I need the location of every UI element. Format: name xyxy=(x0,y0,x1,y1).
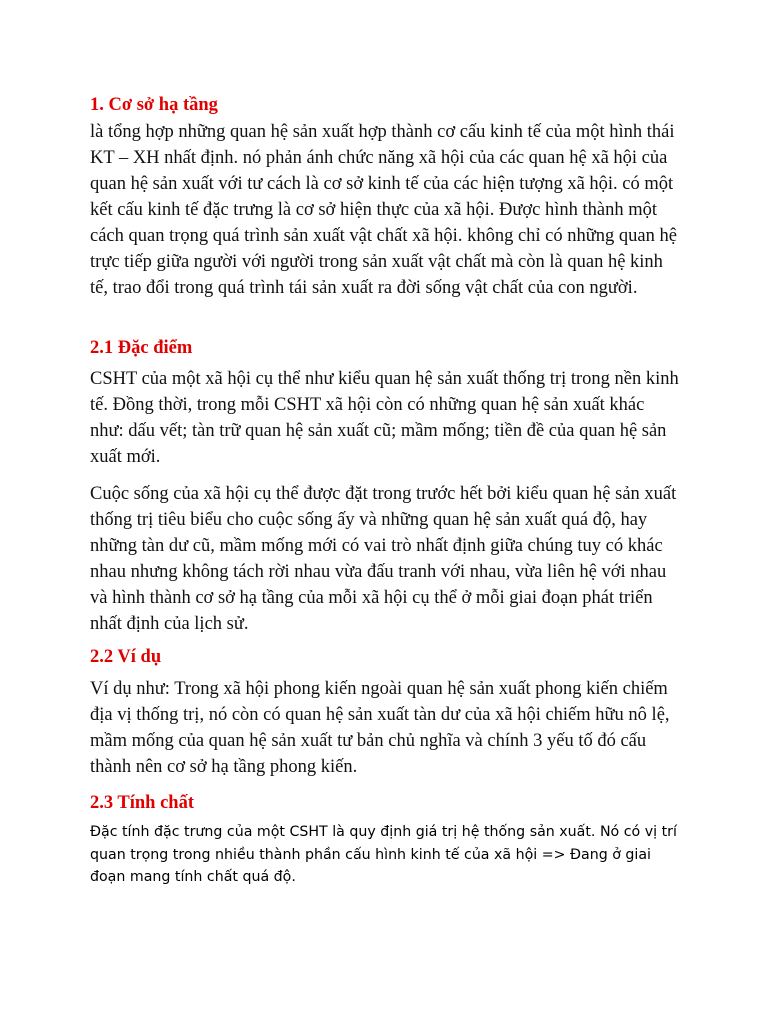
paragraph-co-so-ha-tang: là tổng hợp những quan hệ sản xuất hợp thành cơ cấu kinh tế của một hình thái KT – XH nhất định. nó phản ánh chức năng xã hội của các quan hệ xã hội của quan hệ sản xuất với tư cách là cơ sở kinh tế của các hiện tượng xã hội. có một kết cấu kinh tế đặc trưng là cơ sở hiện thực của xã hội. Được hình thành một cách quan trọng quá trình sản xuất vật chất xã hội. không chỉ có những quan hệ trực tiếp giữa người với người trong sản xuất vật chất mà còn là quan hệ kinh tế, trao đổi trong quá trình tái sản xuất ra đời sống vật chất của con người. xyxy=(90,122,677,298)
section-heading-co-so-ha-tang: 1. Cơ sở hạ tầng xyxy=(90,95,218,115)
section-heading-vi-du: 2.2 Ví dụ xyxy=(90,647,162,667)
paragraph-vi-du: Ví dụ như: Trong xã hội phong kiến ngoài quan hệ sản xuất phong kiến chiếm địa vị thống trị, nó còn có quan hệ sản xuất tàn dư của xã hội chiếm hữu nô lệ, mầm mống của quan hệ sản xuất tư bản chủ nghĩa và chính 3 yếu tố đó cấu thành nên cơ sở hạ tầng phong kiến. xyxy=(90,679,670,777)
section-heading-tinh-chat: 2.3 Tính chất xyxy=(90,793,195,813)
paragraph-dac-diem-1: CSHT của một xã hội cụ thể như kiểu quan hệ sản xuất thống trị trong nền kinh tế. Đồng thời, trong mỗi CSHT xã hội còn có những quan hệ sản xuất khác như: dấu vết; tàn trữ quan hệ sản xuất cũ; mầm mống; tiền đề của quan hệ sản xuất mới. xyxy=(90,369,679,467)
section-heading-dac-diem: 2.1 Đặc điểm xyxy=(90,338,193,358)
paragraph-dac-diem-2: Cuộc sống của xã hội cụ thể được đặt trong trước hết bởi kiểu quan hệ sản xuất thống trị tiêu biểu cho cuộc sống ấy và những quan hệ sản xuất quá độ, hay những tàn dư cũ, mầm mống mới có vai trò nhất định giữa chúng tuy có khác nhau nhưng không tách rời nhau vừa đấu tranh với nhau, vừa liên hệ với nhau và hình thành cơ sở hạ tầng của mỗi xã hội cụ thể ở mỗi giai đoạn phát triển nhất định của lịch sử. xyxy=(90,484,677,634)
paragraph-tinh-chat: Đặc tính đặc trưng của một CSHT là quy định giá trị hệ thống sản xuất. Nó có vị trí quan trọng trong nhiều thành phần cấu hình kinh tế của xã hội => Đang ở giai đoạn mang tính chất quá độ. xyxy=(90,824,677,885)
